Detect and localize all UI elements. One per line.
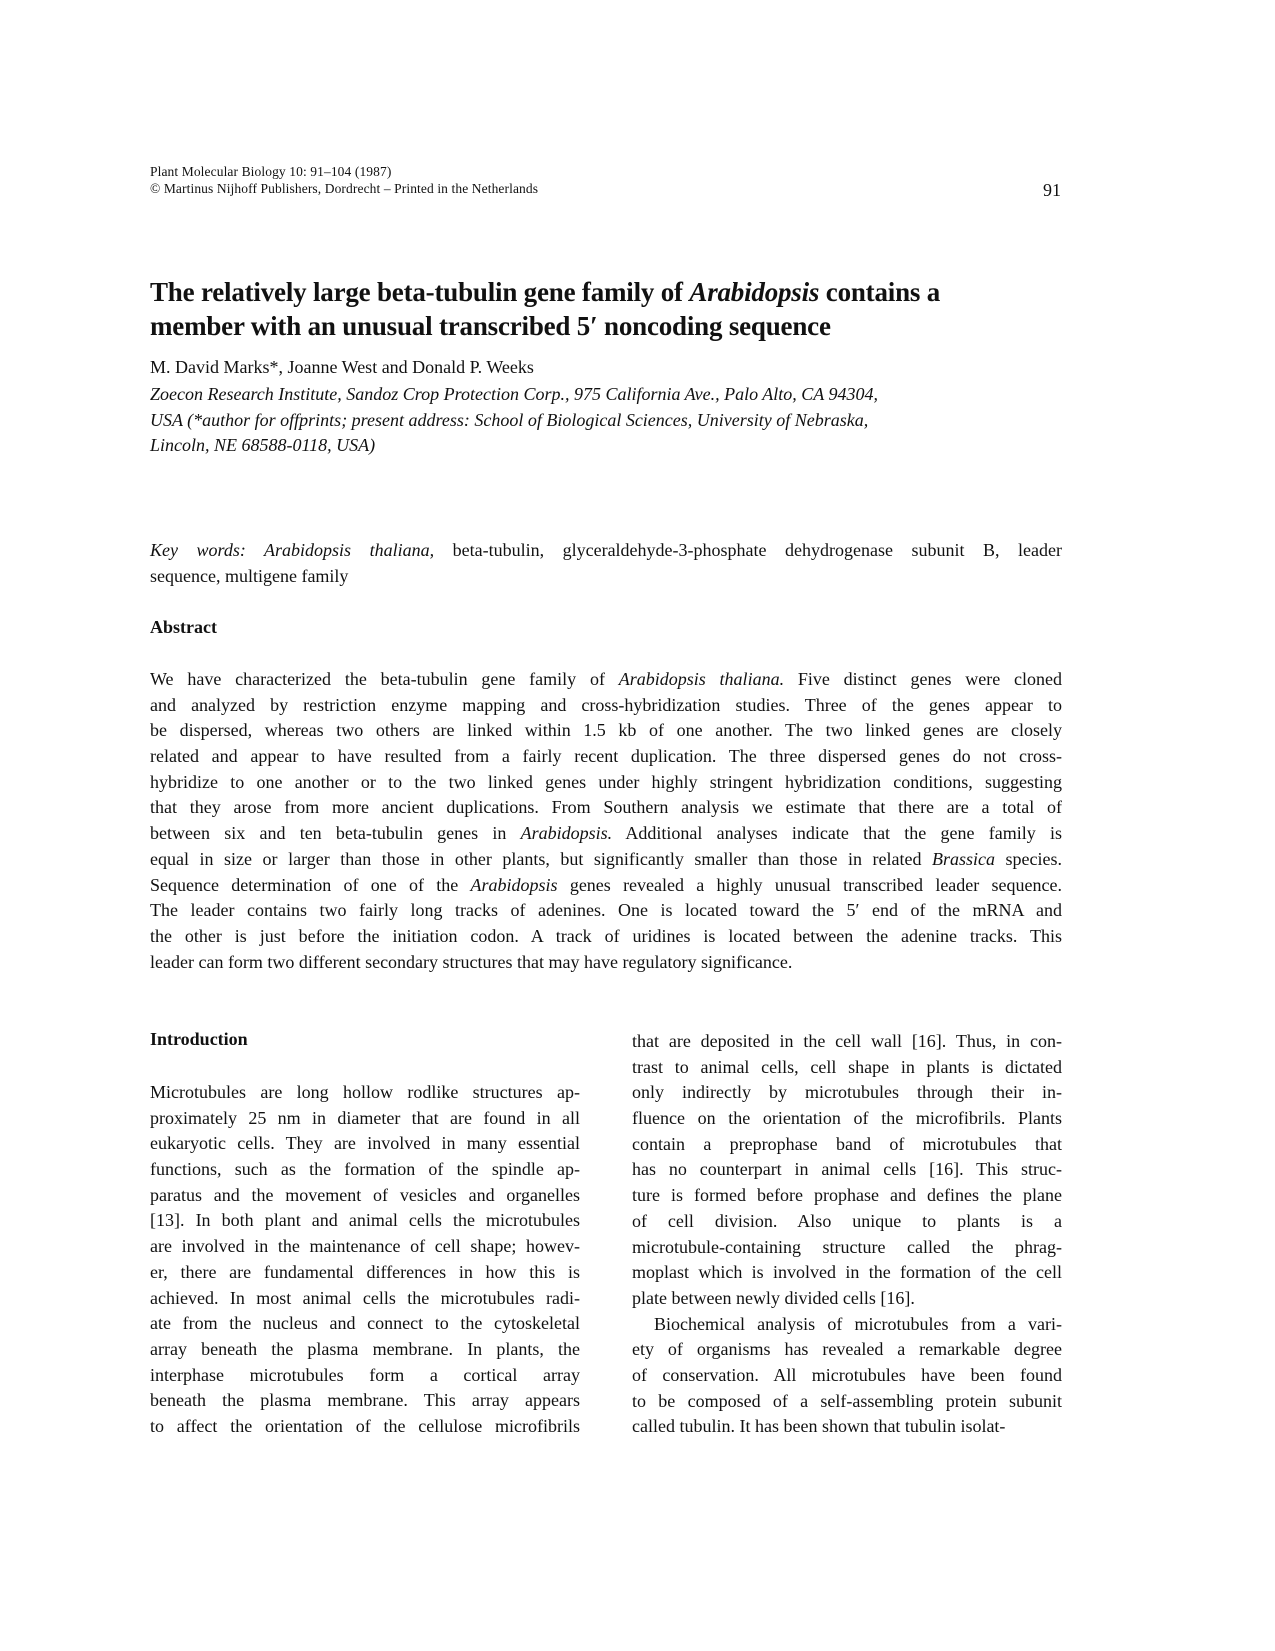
text-run: of conservation. All microtubules have been found: [632, 1364, 1062, 1385]
running-header: [150, 163, 538, 197]
text-line: [632, 1260, 1062, 1286]
publisher-line: © Martinus Nijhoff Publishers, Dordrecht – Printed in the Netherlands: [150, 181, 539, 196]
text-run: proximately 25 nm in diameter that are found in all: [150, 1107, 580, 1128]
text-line: [150, 433, 878, 459]
text-line: [150, 950, 1062, 976]
text-line: [150, 275, 940, 309]
text-line: [632, 1080, 1062, 1106]
text-line: [150, 924, 1062, 950]
text-run: fluence on the orientation of the microfibrils. Plants: [632, 1108, 1062, 1129]
text-line: [150, 847, 1062, 873]
intro-right-column: [632, 1029, 1062, 1440]
journal-citation: Plant Molecular Biology 10: 91–104 (1987): [150, 164, 392, 179]
text-run: to affect the orientation of the cellulose microfibrils: [150, 1415, 580, 1436]
text-run: equal in size or larger than those in other plants, but significantly smaller than those in related: [150, 848, 932, 869]
text-line: [632, 1337, 1062, 1363]
text-run: USA (*author for offprints; present address: School of Biological Sciences, University of Nebraska,: [150, 409, 869, 430]
text-line: [150, 1208, 580, 1234]
text-line: [150, 873, 1062, 899]
text-line: [150, 309, 940, 343]
text-run: genes revealed a highly unusual transcribed leader sequence.: [557, 874, 1063, 895]
text-line: [150, 744, 1062, 770]
intro-left-column: [150, 1080, 580, 1440]
text-run: of cell division. Also unique to plants is a: [632, 1210, 1062, 1231]
text-run: be dispersed, whereas two others are linked within 1.5 kb of one another. The two linked genes are closely: [150, 720, 1062, 741]
text-line: [150, 1234, 580, 1260]
text-run: to be composed of a self-assembling protein subunit: [632, 1390, 1062, 1411]
text-line: [150, 408, 878, 434]
abstract-body: [150, 667, 1062, 975]
text-line: [150, 538, 1062, 564]
text-run: trast to animal cells, cell shape in plants is dictated: [632, 1056, 1062, 1077]
text-run: leader can form two different secondary structures that may have regulatory significance.: [150, 951, 793, 972]
text-run: member with an unusual transcribed 5′ noncoding sequence: [150, 311, 831, 341]
text-run: Biochemical analysis of microtubules from a vari-: [654, 1313, 1062, 1334]
text-line: [150, 898, 1062, 924]
text-run: beta-tubulin, glyceraldehyde-3-phosphate dehydrogenase subunit B, leader: [434, 540, 1063, 560]
text-line: [150, 718, 1062, 744]
text-run: microtubule-containing structure called the phrag-: [632, 1236, 1062, 1257]
text-run: Arabidopsis: [470, 874, 558, 895]
text-run: Arabidopsis thaliana.: [618, 669, 785, 689]
text-run: the other is just before the initiation codon. A track of uridines is located between the adenine tracks. This: [150, 925, 1062, 946]
text-run: has no counterpart in animal cells [16]. This struc-: [632, 1159, 1062, 1180]
text-run: paratus and the movement of vesicles and organelles: [150, 1184, 580, 1205]
text-run: species.: [994, 848, 1062, 869]
text-line: [150, 667, 1062, 693]
text-line: [632, 1106, 1062, 1132]
text-run: moplast which is involved in the formation of the cell: [632, 1262, 1062, 1283]
text-line: [632, 1389, 1062, 1415]
text-run: that are deposited in the cell wall [16]. Thus, in con-: [632, 1031, 1062, 1051]
abstract-heading: Abstract: [150, 617, 217, 637]
text-run: Arabidopsis.: [520, 823, 613, 844]
text-run: that they arose from more ancient duplications. From Southern analysis we estimate that there are a total of: [150, 797, 1062, 818]
text-line: [632, 1286, 1062, 1312]
text-run: ety of organisms has revealed a remarkable degree: [632, 1339, 1062, 1360]
text-run: Key words: Arabidopsis thaliana,: [150, 540, 435, 560]
text-run: related and appear to have resulted from a fairly recent duplication. The three dispersed genes do not cross-: [150, 746, 1062, 767]
text-line: [150, 770, 1062, 796]
text-run: eukaryotic cells. They are involved in many essential: [150, 1133, 580, 1154]
text-line: [150, 1311, 580, 1337]
text-run: The leader contains two fairly long tracks of adenines. One is located toward the 5′ end of the mRNA and: [150, 900, 1062, 921]
text-line: [150, 1131, 580, 1157]
text-run: plate between newly divided cells [16].: [632, 1287, 915, 1308]
text-run: contains a: [819, 277, 941, 307]
text-run: array beneath the plasma membrane. In plants, the: [150, 1338, 580, 1359]
text-line: [150, 564, 1062, 590]
text-run: beneath the plasma membrane. This array appears: [150, 1390, 580, 1411]
text-run: Additional analyses indicate that the gene family is: [612, 823, 1062, 844]
text-run: called tubulin. It has been shown that tubulin isolat-: [632, 1416, 1006, 1437]
text-line: [632, 1312, 1062, 1338]
text-line: [632, 1132, 1062, 1158]
text-run: only indirectly by microtubules through their in-: [632, 1082, 1062, 1103]
text-run: Brassica: [931, 848, 995, 869]
text-line: [150, 1260, 580, 1286]
page-number: 91: [1043, 180, 1061, 200]
text-run: Microtubules are long hollow rodlike structures ap-: [150, 1082, 580, 1102]
text-line: [632, 1235, 1062, 1261]
text-run: are involved in the maintenance of cell shape; howev-: [150, 1236, 580, 1257]
text-run: [13]. In both plant and animal cells the microtubules: [150, 1210, 580, 1231]
keywords: [150, 538, 1062, 589]
text-line: [150, 1388, 580, 1414]
text-line: [150, 1363, 580, 1389]
text-line: [150, 795, 1062, 821]
text-line: [150, 1286, 580, 1312]
text-run: achieved. In most animal cells the microtubules radi-: [150, 1287, 580, 1308]
text-run: Sequence determination of one of the: [150, 874, 471, 895]
text-run: Five distinct genes were cloned: [784, 669, 1063, 689]
text-line: [632, 1183, 1062, 1209]
text-run: ture is formed before prophase and defines the plane: [632, 1185, 1062, 1206]
text-run: Arabidopsis: [689, 277, 820, 307]
text-run: sequence, multigene family: [150, 565, 349, 586]
text-run: between six and ten beta-tubulin genes in: [150, 823, 521, 844]
text-line: [150, 1157, 580, 1183]
text-line: [632, 1157, 1062, 1183]
text-line: [632, 1055, 1062, 1081]
authors: M. David Marks*, Joanne West and Donald P. Weeks: [150, 357, 534, 377]
text-line: [150, 821, 1062, 847]
text-run: hybridize to one another or to the two linked genes under highly stringent hybridization conditions, suggesting: [150, 771, 1062, 792]
text-run: interphase microtubules form a cortical array: [150, 1364, 580, 1385]
text-line: [150, 693, 1062, 719]
text-line: [632, 1209, 1062, 1235]
text-line: [150, 1337, 580, 1363]
text-run: contain a preprophase band of microtubules that: [632, 1133, 1062, 1154]
text-line: [632, 1029, 1062, 1055]
text-line: [632, 1363, 1062, 1389]
text-run: and analyzed by restriction enzyme mapping and cross-hybridization studies. Three of the genes appear to: [150, 694, 1062, 715]
affiliation: [150, 382, 878, 459]
text-line: [150, 382, 878, 408]
text-run: functions, such as the formation of the spindle ap-: [150, 1159, 580, 1180]
text-run: The relatively large beta-tubulin gene family of: [150, 277, 690, 307]
text-line: [150, 1080, 580, 1106]
introduction-heading: Introduction: [150, 1029, 248, 1049]
text-run: Zoecon Research Institute, Sandoz Crop Protection Corp., 975 California Ave., Palo Alto, CA 94304,: [150, 384, 878, 404]
paper-title: [150, 275, 940, 343]
text-line: [632, 1414, 1062, 1440]
text-run: er, there are fundamental differences in how this is: [150, 1261, 580, 1282]
text-line: [150, 1183, 580, 1209]
text-line: [150, 1414, 580, 1440]
text-run: ate from the nucleus and connect to the cytoskeletal: [150, 1313, 580, 1334]
text-line: [150, 1106, 580, 1132]
text-run: Lincoln, NE 68588-0118, USA): [150, 435, 376, 456]
text-run: We have characterized the beta-tubulin gene family of: [150, 669, 619, 689]
